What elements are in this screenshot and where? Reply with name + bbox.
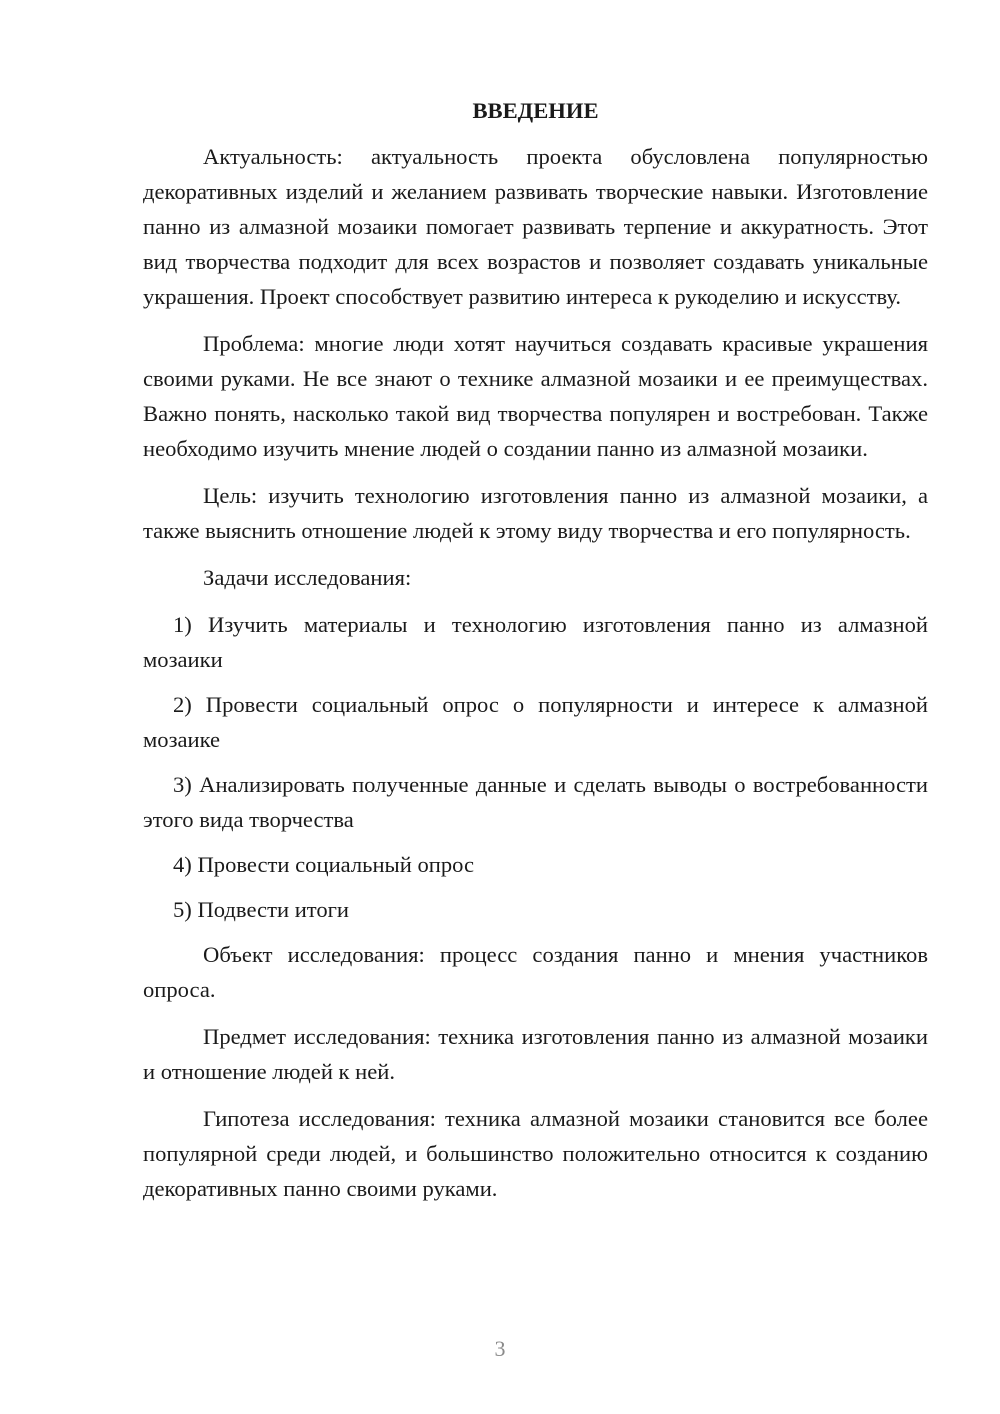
- task-item: 5) Подвести итоги: [173, 897, 350, 922]
- document-body: [143, 96, 928, 1218]
- paragraph-relevance: Актуальность: актуальность проекта обусловлена популярностью декоративных изделий и желанием развивать творческие навыки. Изготовление панно из алмазной мозаики помогает развивать терпение и аккуратность. Этот вид творчества подходит для всех возрастов и позволяет создавать уникальные украшения. Проект способствует развитию интереса к рукоделию и искусству.: [143, 144, 928, 309]
- paragraph-goal: Цель: изучить технологию изготовления панно из алмазной мозаики, а также выяснить отношение людей к этому виду творчества и его популярность.: [143, 483, 928, 543]
- page-number: 3: [494, 1336, 506, 1361]
- paragraph-problem: Проблема: многие люди хотят научиться создавать красивые украшения своими руками. Не все знают о технике алмазной мозаики и ее преимуществах. Важно понять, насколько такой вид творчества популярен и востребован. Также необходимо изучить мнение людей о создании панно из алмазной мозаики.: [143, 331, 928, 461]
- paragraph-object: Объект исследования: процесс создания панно и мнения участников опроса.: [143, 942, 928, 1002]
- paragraph-tasks-label: Задачи исследования:: [203, 565, 412, 590]
- task-item: 1) Изучить материалы и технологию изготовления панно из алмазной мозаики: [143, 612, 928, 672]
- section-heading: ВВЕДЕНИЕ: [472, 98, 599, 123]
- task-item: 4) Провести социальный опрос: [173, 852, 475, 877]
- paragraph-hypothesis: Гипотеза исследования: техника алмазной мозаики становится все более популярной среди людей, и большинство положительно относится к созданию декоративных панно своими руками.: [143, 1106, 928, 1201]
- task-item: 3) Анализировать полученные данные и сделать выводы о востребованности этого вида творчества: [143, 772, 928, 832]
- paragraph-subject: Предмет исследования: техника изготовления панно из алмазной мозаики и отношение людей к ней.: [143, 1024, 928, 1084]
- task-item: 2) Провести социальный опрос о популярности и интересе к алмазной мозаике: [143, 692, 928, 752]
